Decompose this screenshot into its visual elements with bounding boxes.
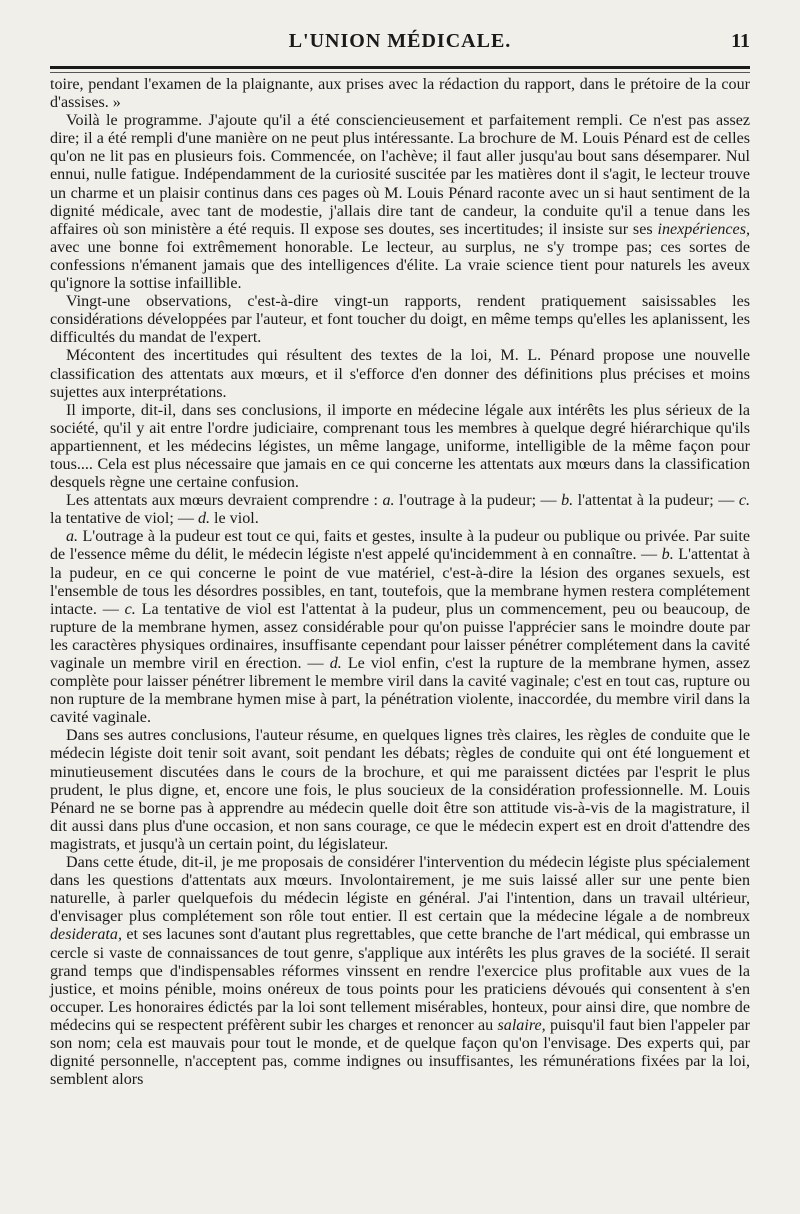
paragraph-text: L'attentat à la pudeur, en ce qui concerne le point de vue matériel, c'est-à-dire la lésion des organes sexuels, est l'ensemble de tous les désordres possibles, en tant, toutefois, que la membrane hymen restera complétement intacte. — — [50, 546, 750, 618]
italic-text: b. — [661, 546, 674, 564]
paragraph-text: Le viol enfin, c'est la rupture de la membrane hymen, assez complète pour laisser pénétrer librement le membre viril dans la cavité vaginale; c'est en tout cas, rupture ou non rupture de la membrane hymen mise à part, la pénétration violente, inaccordée, du membre viril dans la cavité vaginale. — [50, 655, 751, 727]
italic-text: a. — [382, 492, 395, 510]
italic-text: d. — [197, 510, 211, 528]
paragraph-text: Les attentats aux mœurs devraient comprendre : — [66, 492, 383, 510]
paragraph-text: et ses lacunes sont d'autant plus regrettables, que cette branche de l'art médical, qui embrasse un cercle si vaste de connaissances de tout genre, s'applique aux intérêts les plus graves de la société. Il serait grand temps que d'indispensables réformes vinssent en rendre l'exercice plus profitable aux vues de la justice, et moins pénible, moins onéreux de tous points pour les praticiens dévoués qui consentent à s'en occuper. Les honoraires édictés par la loi sont tellement misérables, honteux, pour ainsi dire, que nombre de médecins qui se respectent préfèrent subir les charges et renoncer au — [50, 926, 750, 1034]
paragraph — [50, 854, 750, 1089]
paragraph-text: la tentative de viol; — — [50, 510, 198, 528]
header-rule-thin — [50, 72, 750, 73]
paragraph-text: avec une bonne foi extrêmement honorable. Le lecteur, au surplus, ne s'y trompe pas; ces sortes de confessions n'émanent jamais que des intelligences d'élite. La vraie science tient pour naturels les aveux qu'ignore la sottise infaillible. — [50, 238, 750, 293]
paragraph-text: le viol. — [210, 510, 259, 528]
paragraph-text: Dans ses autres conclusions, l'auteur résume, en quelques lignes très claires, les règles de conduite que le médecin légiste doit tenir soit avant, soit pendant les débats; règles de conduite qui ont été longuement et minutieusement discutées dans le cours de la brochure, et qui me paraissent dictées par l'esprit le plus prudent, le plus digne, et, encore une fois, le plus soucieux de la considération professionnelle. M. Louis Pénard ne se borne pas à apprendre au médecin quelle doit être son attitude vis-à-vis de la magistrature, il dit aussi dans plus d'une occasion, et non sans courage, ce que le médecin expert est en droit d'attendre des magistrats, et jusqu'à un certain point, du législateur. — [50, 727, 750, 853]
paragraph-text: L'outrage à la pudeur est tout ce qui, faits et gestes, insulte à la pudeur ou publique ou privée. Par suite de l'essence même du délit, le médecin légiste n'est appelé qu'incidemment à en connaître. — — [50, 528, 750, 564]
paragraph-text: l'outrage à la pudeur; — — [394, 492, 562, 510]
paragraph-text: l'attentat à la pudeur; — — [573, 492, 739, 510]
paragraph-text: Il importe, dit-il, dans ses conclusions, il importe en médecine légale aux intérêts les plus sérieux de la société, qu'il y ait entre l'ordre judiciaire, comprenant tous les membres à quelque degré hiérarchique qu'ils appartiennent, et les médecins légistes, un même langage, uniforme, intelligible de la même façon pour tous.... Cela est plus nécessaire que jamais en ce qui concerne les attentats aux mœurs dans la classification desquels règne une certaine confusion. — [50, 401, 750, 492]
paragraph — [50, 347, 750, 401]
header-rule — [50, 66, 750, 69]
paragraph-text: La tentative de viol est l'attentat à la pudeur, plus un commencement, peu ou beaucoup, de rupture de la membrane hymen, assez considérable pour qu'on puisse l'apprécier sans le moindre doute par les caractères physiques ordinaires, insuffisante cependant pour laisser pénétrer complétement dans la cavité vaginale un membre viril en érection. — — [50, 600, 750, 672]
paragraph-text: Mécontent des incertitudes qui résultent des textes de la loi, M. L. Pénard propose une nouvelle classification des attentats aux mœurs, et il s'efforce d'en donner des définitions plus précises et moins sujettes aux interprétations. — [50, 347, 750, 401]
running-header — [50, 30, 750, 64]
italic-text: inexpériences, — [657, 220, 750, 238]
paragraph — [50, 293, 750, 347]
paragraph-text: Voilà le programme. J'ajoute qu'il a été consciencieusement et parfaitement rempli. Ce n'est pas assez dire; il a été rempli d'une manière on ne peut plus intéressante. La brochure de M. Louis Pénard est de celles qu'on ne lit pas en plusieurs fois. Commencée, on l'achève; il faut aller jusqu'au bout sans désemparer. Nul ennui, nulle fatigue. Indépendamment de la curiosité suscitée par les matières dont il s'agit, le lecteur trouve un charme et un plaisir continus dans ces pages où M. Louis Pénard raconte avec un si haut sentiment de la dignité médicale, avec tant de modestie, j'allais dire tant de candeur, la conduite qu'il a tenue dans les affaires où son ministère a été requis. Il expose ses doutes, ses incertitudes; il insiste sur ses — [50, 112, 750, 238]
italic-text: d. — [329, 655, 342, 672]
paragraph — [50, 76, 750, 112]
italic-text: c. — [738, 492, 750, 510]
paragraph — [50, 492, 750, 528]
italic-text: desiderata, — [50, 926, 122, 944]
paragraph — [50, 528, 750, 727]
paragraph — [50, 402, 750, 492]
article-body — [50, 76, 750, 1089]
italic-text: a. — [66, 528, 79, 546]
paragraph-text: Dans cette étude, dit-il, je me proposais de considérer l'intervention du médecin légiste plus spécialement dans les questions d'attentats aux mœurs. Involontairement, je me suis laissé aller sur une pente bien naturelle, à parler quelquefois du médecin légiste en général. J'ai l'intention, dans un travail ultérieur, d'envisager plus complétement son rôle tout entier. Il est certain que la médecine légale a de nombreux — [50, 854, 750, 926]
journal-title: L'UNION MÉDICALE. — [288, 30, 512, 52]
italic-text: b. — [561, 492, 574, 510]
italic-text: c. — [124, 600, 136, 618]
italic-text: salaire, — [497, 1016, 546, 1034]
paragraph-text: Vingt-une observations, c'est-à-dire vingt-un rapports, rendent pratiquement saisissables les considérations développées par l'auteur, et font toucher du doigt, en même temps qu'elles les aplanissent, les difficultés du mandat de l'expert. — [50, 293, 750, 347]
page-number: 11 — [731, 30, 750, 52]
paragraph — [50, 112, 750, 293]
paragraph — [50, 727, 750, 854]
paragraph-text: puisqu'il faut bien l'appeler par son nom; cela est mauvais pour tout le monde, et de quelque façon qu'on l'envisage. Des experts qui, par dignité personnelle, n'acceptent pas, comme indignes ou insuffisantes, les rémunérations fixées par la loi, semblent alors — [50, 1016, 750, 1089]
paragraph-text: toire, pendant l'examen de la plaignante, aux prises avec la rédaction du rapport, dans le prétoire de la cour d'assises. » — [50, 76, 750, 112]
